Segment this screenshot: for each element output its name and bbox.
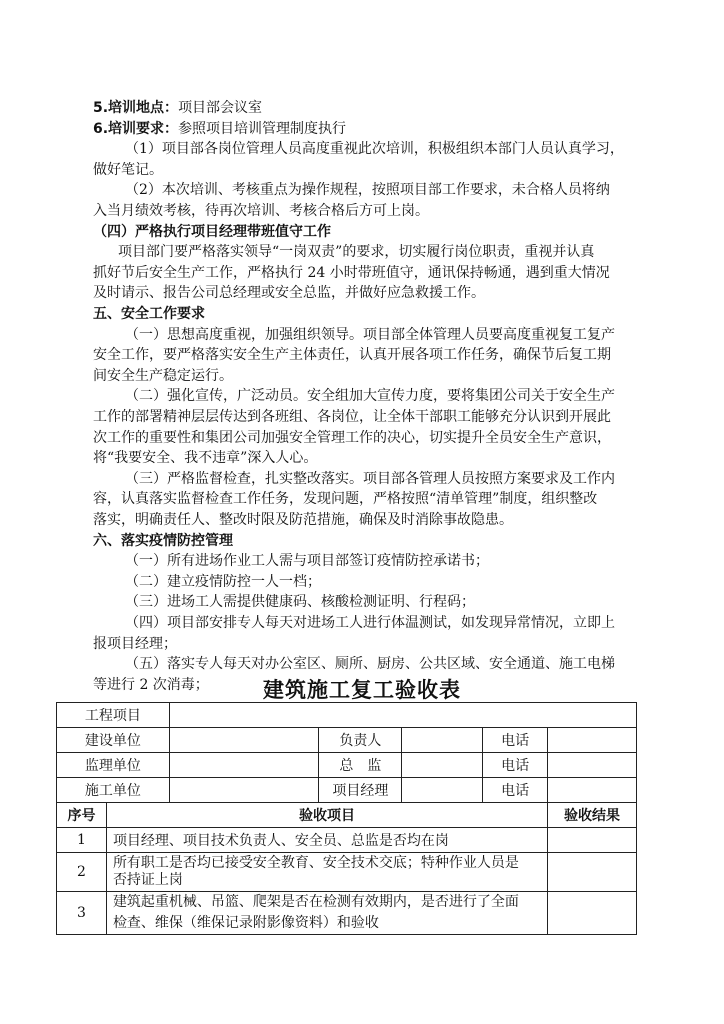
item-result[interactable]	[548, 892, 637, 935]
text-line-26: （四）项目部安排专人每天对进场工人进行体温测试，如发现异常情况，立即上	[125, 615, 615, 631]
text-line-28: （五）落实专人每天对办公室区、厕所、厨房、公共区域、安全通道、施工电梯	[125, 656, 615, 672]
header-no: 序号	[57, 803, 107, 828]
text-line-12: （一）思想高度重视，加强组织领导。项目部全体管理人员要高度重视复工复产	[125, 327, 615, 343]
table-row	[57, 828, 637, 853]
text-line-29: 等进行 2 次消毒；	[93, 677, 209, 693]
text-line-8: 项目部门要严格落实领导“一岗双责”的要求，切实履行岗位职责，重视并认真	[118, 244, 595, 260]
project-value[interactable]	[169, 703, 636, 728]
builder-role-label: 负责人	[319, 728, 402, 753]
table-row-project	[57, 703, 637, 728]
text-line-4: 做好笔记。	[93, 162, 163, 178]
item-line-1: 所有职工是否均已接受安全教育、安全技术交底；特种作业人员是	[112, 855, 519, 871]
text-line-15: （二）强化宣传，广泛动员。安全组加大宣传力度，要将集团公司关于安全生产	[125, 388, 615, 404]
contractor-role-value[interactable]	[402, 778, 483, 803]
text-line-5: （2）本次培训、考核重点为操作规程，按照项目部工作要求，未合格人员将纳	[125, 182, 610, 198]
supervisor-unit-label: 监理单位	[57, 753, 170, 778]
item-line-2: 检查、维保（维保记录附影像资料）和验收	[112, 915, 379, 931]
text-line-17: 次工作的重要性和集团公司加强安全管理工作的决心，切实提升全员安全生产意识，	[93, 430, 611, 446]
text-line-23: （一）所有进场作业工人需与项目部签订疫情防控承诺书；	[125, 553, 489, 569]
table-header-row	[57, 803, 637, 828]
item-result[interactable]	[548, 853, 637, 892]
text-line-18: 将“我要安全、我不违章”深入人心。	[93, 450, 318, 466]
text-line-21: 落实，明确责任人、整改时限及防范措施，确保及时消除事故隐患。	[93, 512, 513, 528]
section-heading-5: 五、安全工作要求	[93, 306, 205, 322]
section-heading-6: 六、落实疫情防控管理	[93, 533, 233, 549]
table-row	[57, 853, 637, 892]
supervisor-phone-value[interactable]	[548, 753, 637, 778]
table-row-builder	[57, 728, 637, 753]
text-line-1	[93, 97, 633, 120]
table-row-supervisor	[57, 753, 637, 778]
item-text	[106, 828, 547, 853]
builder-unit-label: 建设单位	[57, 728, 170, 753]
project-label: 工程项目	[57, 703, 170, 728]
contractor-unit-value[interactable]	[169, 778, 319, 803]
contractor-phone-value[interactable]	[548, 778, 637, 803]
item-no: 1	[57, 828, 107, 853]
item-text	[106, 892, 547, 935]
text-line-25: （三）进场工人需提供健康码、核酸检测证明、行程码；	[125, 594, 475, 610]
section-heading-4: （四）严格执行项目经理带班值守工作	[93, 224, 331, 240]
text-line-27: 报项目经理；	[93, 636, 177, 652]
table-row	[57, 892, 637, 935]
heading-training-requirements: 6.培训要求：	[93, 121, 179, 137]
item-line-1: 项目经理、项目技术负责人、安全员、总监是否均在岗	[112, 833, 449, 849]
item-text	[106, 853, 547, 892]
builder-unit-value[interactable]	[169, 728, 319, 753]
text-line-24: （二）建立疫情防控一人一档；	[125, 574, 321, 590]
heading-training-location: 5.培训地点：	[93, 100, 179, 116]
contractor-role-label: 项目经理	[319, 778, 402, 803]
text-line-6: 入当月绩效考核，待再次培训、考核合格后方可上岗。	[93, 203, 429, 219]
item-no: 2	[57, 853, 107, 892]
item-result[interactable]	[548, 828, 637, 853]
text-line-16: 工作的部署精神层层传达到各班组、各岗位，让全体干部职工能够充分认识到开展此	[93, 409, 611, 425]
header-item: 验收项目	[106, 803, 547, 828]
contractor-phone-label: 电话	[483, 778, 548, 803]
builder-role-value[interactable]	[402, 728, 483, 753]
supervisor-phone-label: 电话	[483, 753, 548, 778]
builder-phone-value[interactable]	[548, 728, 637, 753]
item-no: 3	[57, 892, 107, 935]
text-line-3: （1）项目部各岗位管理人员高度重视此次培训，积极组织本部门人员认真学习，	[125, 141, 624, 157]
item-line-1: 建筑起重机械、吊篮、爬架是否在检测有效期内，是否进行了全面	[112, 894, 519, 910]
supervisor-role-value[interactable]	[402, 753, 483, 778]
builder-phone-label: 电话	[483, 728, 548, 753]
form-title: 建筑施工复工验收表	[263, 678, 461, 702]
supervisor-role-label: 总 监	[319, 753, 402, 778]
text-line-19: （三）严格监督检查，扎实整改落实。项目部各管理人员按照方案要求及工作内	[125, 471, 615, 487]
text-line-20: 容，认真落实监督检查工作任务，发现问题，严格按照“清单管理”制度，组织整改	[93, 491, 598, 507]
table-row-contractor	[57, 778, 637, 803]
line-text: 项目部会议室	[178, 100, 263, 116]
header-result: 验收结果	[548, 803, 637, 828]
text-line-10: 及时请示、报告公司总经理或安全总监，并做好应急救援工作。	[93, 285, 485, 301]
text-line-9: 抓好节后安全生产工作，严格执行 24 小时带班值守，通讯保持畅通，遇到重大情况	[93, 265, 610, 281]
item-line-2: 否持证上岗	[112, 872, 183, 888]
contractor-unit-label: 施工单位	[57, 778, 170, 803]
line-text: 参照项目培训管理制度执行	[178, 121, 347, 137]
text-line-14: 间安全生产稳定运行。	[93, 368, 233, 384]
supervisor-unit-value[interactable]	[169, 753, 319, 778]
acceptance-form-table	[56, 702, 637, 935]
text-line-13: 安全工作，要严格落实安全生产主体责任，认真开展各项工作任务，确保节后复工期	[93, 347, 611, 363]
